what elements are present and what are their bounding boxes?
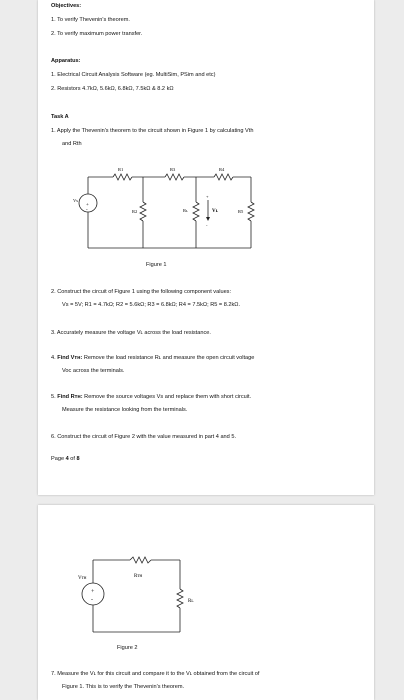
figure-2-caption: Figure 2 xyxy=(117,645,138,651)
task-item-4-line-1 xyxy=(51,355,254,362)
label-vl-minus: - xyxy=(206,223,208,228)
task-item-5-line-1 xyxy=(51,394,251,401)
document-page-5 xyxy=(38,505,374,700)
task-item-1-line-2: and Rth xyxy=(62,141,82,147)
task-item-7-line-1: 7. Measure the Vʟ for this circuit and compare it to the Vʟ obtained from the circuit of xyxy=(51,671,260,677)
objective-item-1: 1. To verify Thevenin's theorem. xyxy=(51,17,130,23)
label-r5: R5 xyxy=(238,209,244,214)
task-item-4-rest: Remove the load resistance Rʟ and measure the open circuit voltage xyxy=(82,355,255,361)
apparatus-heading: Apparatus: xyxy=(51,58,81,64)
objectives-heading: Objectives: xyxy=(51,3,82,9)
apparatus-item-1: 1. Electrical Circuit Analysis Software (eg. MultiSim, PSim and etc) xyxy=(51,72,216,78)
label-r2: R2 xyxy=(132,209,138,214)
resistor-rl xyxy=(177,589,183,608)
task-item-2-line-1: 2. Construct the circuit of Figure 1 using the following component values: xyxy=(51,289,232,295)
label-r1: R1 xyxy=(118,167,124,172)
figure-1-circuit xyxy=(38,160,374,280)
resistor-rl xyxy=(193,202,199,221)
task-item-1-line-1: 1. Apply the Thevenin's theorem to the circuit shown in Figure 1 by calculating Vth xyxy=(51,128,254,134)
page-indicator-current: 4 xyxy=(65,456,69,462)
resistor-r4 xyxy=(214,174,233,180)
task-item-2-line-2: Vs = 5V; R1 = 4.7kΩ; R2 = 5.6kΩ; R3 = 6.8kΩ; R4 = 7.5kΩ; R5 = 8.2kΩ. xyxy=(62,302,241,308)
label-vs: Vs xyxy=(73,198,79,203)
source-plus-sign: + xyxy=(91,589,95,595)
task-item-4-number: 4. xyxy=(51,355,58,361)
label-r4: R4 xyxy=(219,167,225,172)
task-item-7-line-2: Figure 1. This is to verify the Thevenin's theorem. xyxy=(62,684,185,690)
source-minus-sign: - xyxy=(86,208,88,213)
task-item-6: 6. Construct the circuit of Figure 2 with the value measured in part 4 and 5. xyxy=(51,434,237,440)
task-item-4-line-2: Voc across the terminals. xyxy=(62,368,125,374)
label-vl-plus: + xyxy=(206,194,209,199)
label-rth: Rᴛʜ xyxy=(134,574,143,579)
label-rl: Rʟ xyxy=(188,599,194,604)
label-r3: R3 xyxy=(170,167,176,172)
task-item-4-bold: Find Vᴛʜ: xyxy=(57,355,83,361)
source-minus-sign: - xyxy=(91,597,93,603)
resistor-r2 xyxy=(140,202,146,221)
resistor-r3 xyxy=(165,174,184,180)
page-indicator-total: 8 xyxy=(76,456,80,462)
resistor-r5 xyxy=(248,202,254,221)
task-item-5-rest: Remove the source voltages Vs and replace them with short circuit. xyxy=(82,394,252,400)
resistor-rth xyxy=(130,557,151,563)
resistor-r1 xyxy=(113,174,132,180)
label-vth: Vᴛʜ xyxy=(78,576,87,581)
page-indicator-prefix: Page xyxy=(51,456,66,462)
label-vl: Vʟ xyxy=(212,209,219,214)
document-page-4 xyxy=(38,0,374,495)
task-heading: Task A xyxy=(51,114,69,120)
source-plus-sign: + xyxy=(86,203,89,208)
task-item-3: 3. Accurately measure the voltage Vʟ across the load resistance. xyxy=(51,330,211,336)
vl-arrow-head xyxy=(206,217,210,221)
page-indicator xyxy=(51,456,80,463)
label-rl: Rʟ xyxy=(183,208,188,213)
objective-item-2: 2. To verify maximum power transfer. xyxy=(51,31,143,37)
task-item-5-bold: Find Rᴛʜ: xyxy=(57,394,83,400)
figure-2-circuit xyxy=(38,505,374,635)
task-item-5-number: 5. xyxy=(51,394,58,400)
figure-1-caption: Figure 1 xyxy=(146,262,167,268)
page-indicator-middle: of xyxy=(68,456,77,462)
task-item-5-line-2: Measure the resistance looking from the terminals. xyxy=(62,407,188,413)
apparatus-item-2: 2. Resistors 4.7kΩ, 5.6kΩ, 6.8kΩ, 7.5kΩ & 8.2 kΩ xyxy=(51,86,174,92)
